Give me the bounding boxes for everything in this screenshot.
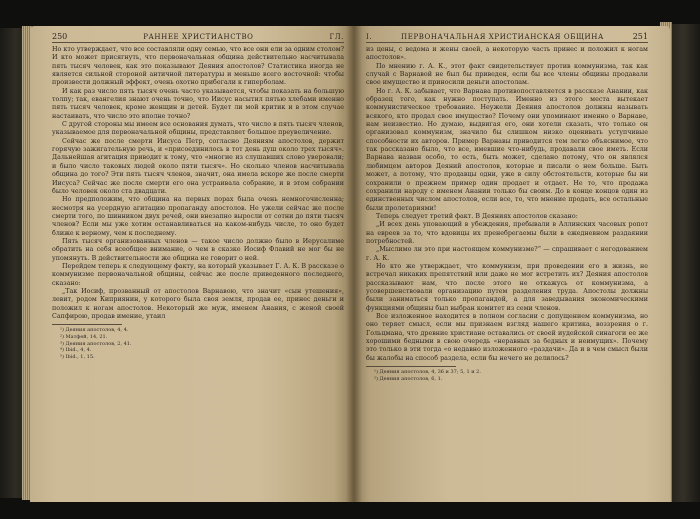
right-page — [354, 26, 670, 502]
footnote: ¹) Деяния апостолов, 4, 4. — [60, 327, 129, 334]
right-footnotes — [366, 366, 481, 382]
book-gutter — [346, 26, 362, 502]
footnote: ²) Деяния апостолов, 6, 1. — [374, 375, 443, 382]
right-chapter-mark: I. — [366, 33, 373, 41]
right-page-body — [366, 46, 648, 363]
paragraph: из цены, с ведома и жены своей, а некоторую часть принес и положил к ногам апостолов». — [366, 46, 648, 62]
paragraph: „И всех день уповающий в убеждения, пребывали в Аллинских часовых ропот на евреев за то, что вдовицы их пренебрегаемы были в ежедневном раздаянии потребностей. — [366, 221, 648, 245]
left-footnotes — [52, 324, 132, 360]
paragraph: По мнению г. А. К., этот факт свидетельствует против коммунизма, так как случай с Варнавой не был бы приведен, если бы все члены общины продавали свое имущество и приносили деньги апостолам. — [366, 62, 648, 87]
paragraph: С другой стороны мы имеем все основания думать, что число в пять тысяч членов, указываемое для первоначальной общины, представляет большое преувеличение. — [52, 121, 344, 137]
paragraph: Но г. А. К. забывает, что Варнава противопоставляется в рассказе Анании, как образец того, как нужно поступать. Именно из этого места вытекает коммунистическое требование. Неужели Деяния апостолов должны называть всякого, кто продал свое имущество? Почему они упоминают именно о Варнаве, нам неизвестно. Но думаю, выдвигая его, они хотели сказать, что только он организовал коммунизм, значило бы слишком низко оценивать уступчивые способности их авторов. Пример Варнавы приводится тем легко объяснимое, что так рассказано было, что все, имевшие что-нибудь, продавали свое иметь. Если Варнава назван особо, то есть, быть может, сделано потому, что он являлся любимцем авторов Деяний апостолов, которые и писали о нем больше. Быть может, а потому, что продавцы одни, уже в силу обстоятельств, которые бы ни сохранили о прежнем пример один продает и отдает. Не то, что продажа сохранили народу с именем Анании только бы своим. До в конце концов один из единственных числом апостолов, если все, то, что мнение продать, все остальные были пролетариями! — [366, 87, 648, 212]
paragraph: „Мыслимо ли это при настоящем коммунизме?“ — спрашивает с негодованием г. А. К. — [366, 246, 648, 262]
left-running-header — [52, 32, 344, 43]
footnote: ⁴) Ibid., 4, 4. — [60, 347, 92, 354]
left-page-number: 250 — [52, 32, 68, 41]
paragraph: Сейчас же после смерти Иисуса Петр, согласно Деяниям апостолов, держит горячую зажигательную речь, и «присоединилось в тот день душ около трех тысяч». Дальнейшая агитация приводит к тому, что «многие из слушавших слово уверовали; и было число таковых людей около пяти тысяч». Но сколько членов насчитывала община до того? Эти пять тысяч членов, значит, она имела вскоре же после смерти Иисуса? Сейчас же после смерти его она устраивала собрание, и в этом собрании было человек около ста двадцати. — [52, 137, 344, 195]
paragraph: И как раз число пять тысяч очень часто указывается, чтобы показать на большую толпу; так, евангелия знают очень точно, что Иисус насытил пятью хлебами именно пять тысяч человек, кроме женщин и детей. Будет ли мой критик и в этом случае настаивать, что число это вполне точно? — [52, 87, 344, 120]
paragraph: Все изложенное находится в полном согласии с допущением коммунизма, но оно теряет смысл, если мы признаем взгляд нашего критика, воззрения о г. Гольцмана, что древние христиане оставались от своей иудейской синагоги ее же хорошими бедными в свою очередь «неравных за бедных и неимущих». Почему это только в эти тогда «о недавно изложенного «раздачи». Да и в чем смысл были бы жалобы на способ раздела, если бы нечего не делилось? — [366, 313, 648, 362]
right-running-title: ПЕРВОНАЧАЛЬНАЯ ХРИСТИАНСКАЯ ОБЩИНА — [401, 33, 604, 41]
paragraph: „Так Иосиф, прозванный от апостолов Варнавою, что значит «сын утешения», левит, родом Киприянин, у которого была своя земля, продав ее, принес деньги и положил к ногам апостолов. Некоторый же муж, именем Анания, с женой своей Сапфирою, продав имение, утаил — [52, 287, 344, 320]
footnote: ¹) Деяния апостолов, 4, 36 и 37; 5, 1 и 2. — [374, 369, 481, 376]
footnote: ⁵) Ibid., 1, 15. — [60, 353, 95, 360]
paragraph: Теперь следует третий факт. В Деяниях апостолов сказано: — [376, 212, 578, 220]
paragraph: Но предположим, что община на первых порах была очень немногочисленна; несмотря на усердную агитацию пропаганду апостолов. Не ужели сейчас же после смерти того, по шинником двух речей, они внезапно выросли от сотни до пяти тысяч членов? Если мы уже хотим останавливаться на каком-нибудь числе, то оно будет ближе к верному, чем к последнему. — [52, 196, 344, 237]
left-page — [30, 26, 354, 502]
left-chapter-mark: ГЛ. — [329, 33, 344, 41]
footnote: ²) Матфей, 14, 21. — [60, 333, 108, 340]
paragraph: Перейдем теперь к следующему факту, на который указывает Г. А. К. В рассказе о коммунизме первоначальной общины, сейчас же после приведенного последнего, сказано: — [52, 262, 344, 287]
footnote: ³) Деяния апостолов, 2, 41. — [60, 340, 132, 347]
right-page-number: 251 — [632, 32, 648, 41]
paragraph: Но кто утверждает, что все составляли одну семью, что все они ели за одним столом? И кто может присягнуть, что первоначальная община действительно насчитывала пять тысяч человек, как это показывают Деяния апостолов? Статистика иногда не является сильной стороной античной литературы и меньше всего восточной: чтобы произвести должный эффект, очень охотно прибегали к гиперболам. — [52, 46, 344, 87]
paragraph: Пять тысяч организованных членов — такое число должно было в Иерусалиме обратить на себя всеобщее внимание, о чем в сказке Иосиф Флавий не мог бы не упомянуть. В действительности же община не говорит о ней. — [52, 237, 344, 262]
left-page-body — [52, 46, 344, 321]
paragraph: Но кто же утверждает, что коммунизм, при проведении его в жизнь, не встречал никаких препятствий или даже не мог встретить их? Деяния апостолов рассказывают нам, что после этого не откажусь от коммунизма, а усовершенствовали организацию путем разделения труда. Апостолы должны были заниматься только пропагандой, а для заведывания экономическими функциями общины был выбран комитет из семи членов. — [366, 262, 648, 312]
left-running-title: РАННЕЕ ХРИСТИАНСТВО — [143, 33, 254, 41]
right-running-header — [366, 32, 648, 43]
